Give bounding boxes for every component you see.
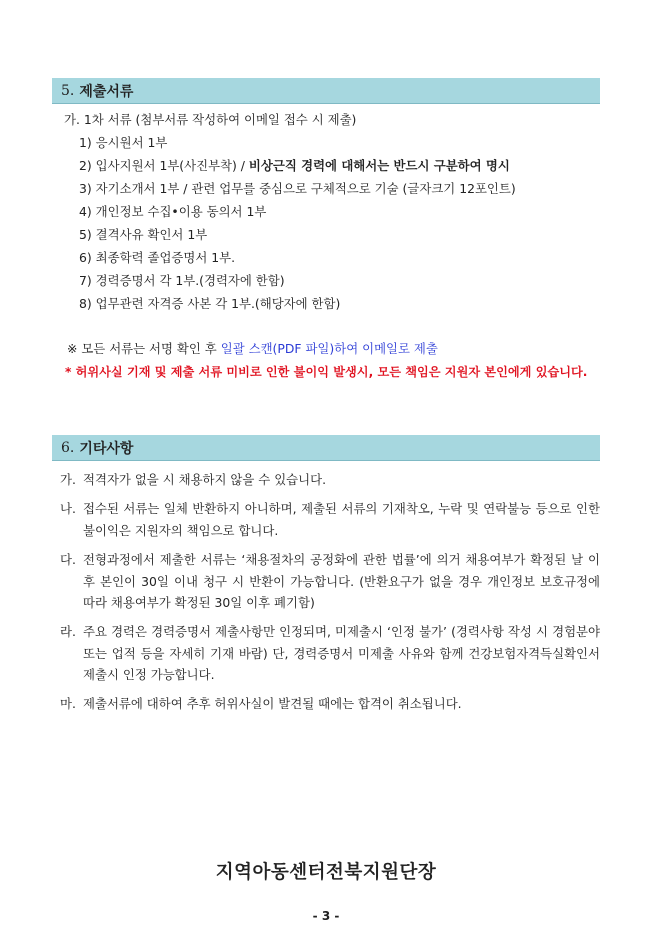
- doc-item-5: 5) 결격사유 확인서 1부: [79, 227, 208, 242]
- notice-item-3: [60, 549, 600, 614]
- submission-note: [67, 341, 438, 357]
- warning-note: * 허위사실 기재 및 제출 서류 미비로 인한 불이익 발생시, 모든 책임은 지원자 본인에게 있습니다.: [65, 365, 588, 379]
- notice-item-2-mark: 나.: [60, 501, 76, 516]
- notice-item-5: [60, 693, 600, 715]
- doc-item-4: 4) 개인정보 수집•이용 동의서 1부: [79, 204, 267, 219]
- doc-item-6: 6) 최종학력 졸업증명서 1부.: [79, 250, 236, 265]
- doc-item-3: 3) 자기소개서 1부 / 관련 업무를 중심으로 구체적으로 기술 (글자크기 12포인트): [79, 181, 516, 196]
- notice-item-1-mark: 가.: [60, 472, 76, 487]
- section-5-number: 5.: [61, 82, 75, 99]
- submission-note-highlight: 일괄 스캔(PDF 파일)하여 이메일로 제출: [220, 341, 438, 356]
- notice-item-3-text: 전형과정에서 제출한 서류는 ‘채용절차의 공정화에 관한 법률’에 의거 채용여부가 확정된 날 이후 본인이 30일 이내 청구 시 반환이 가능합니다. (반환요구가 없을 경우 개인정보 보호규정에 따라 채용여부가 확정된 30일 이후 폐기함): [83, 552, 600, 611]
- section-5-intro: 가. 1차 서류 (첨부서류 작성하여 이메일 접수 시 제출): [64, 112, 357, 127]
- submission-note-text: ※ 모든 서류는 서명 확인 후: [67, 341, 221, 356]
- doc-item-7: 7) 경력증명서 각 1부.(경력자에 한함): [79, 273, 285, 288]
- notice-item-1: [60, 469, 600, 491]
- doc-item-2-text: 2) 입사지원서 1부(사진부착) /: [79, 158, 249, 173]
- notice-item-5-mark: 마.: [60, 696, 76, 711]
- notice-item-2-text: 접수된 서류는 일체 반환하지 아니하며, 제출된 서류의 기재착오, 누락 및 연락불능 등으로 인한 불이익은 지원자의 책임으로 합니다.: [83, 501, 600, 538]
- notice-item-4-mark: 라.: [60, 624, 76, 639]
- notice-item-4-text: 주요 경력은 경력증명서 제출사항만 인정되며, 미제출시 ‘인정 불가’ (경력사항 작성 시 경험분야 또는 업적 등을 자세히 기재 바람) 단, 경력증명서 미제출 사유와 함께 건강보험자격득실확인서 제출시 인정 가능합니다.: [83, 624, 600, 683]
- doc-item-1: 1) 응시원서 1부: [79, 135, 168, 150]
- section-6-number: 6.: [61, 439, 75, 456]
- doc-item-2: [79, 158, 510, 174]
- section-6-title: 기타사항: [79, 440, 134, 457]
- notice-item-5-text: 제출서류에 대하여 추후 허위사실이 발견될 때에는 합격이 취소됩니다.: [83, 696, 462, 711]
- section-6-header: [52, 435, 600, 461]
- section-5-title: 제출서류: [79, 83, 134, 100]
- section-5-header: [52, 78, 600, 104]
- page-number: - 3 -: [312, 909, 340, 923]
- doc-item-2-emphasis: 비상근직 경력에 대해서는 반드시 구분하여 명시: [248, 158, 510, 173]
- notice-item-3-mark: 다.: [60, 552, 76, 567]
- doc-item-8: 8) 업무관련 자격증 사본 각 1부.(해당자에 한함): [79, 296, 341, 311]
- notice-item-4: [60, 621, 600, 686]
- notice-item-1-text: 적격자가 없을 시 채용하지 않을 수 있습니다.: [83, 472, 327, 487]
- notice-item-2: [60, 498, 600, 541]
- organization-signature: 지역아동센터전북지원단장: [215, 862, 437, 883]
